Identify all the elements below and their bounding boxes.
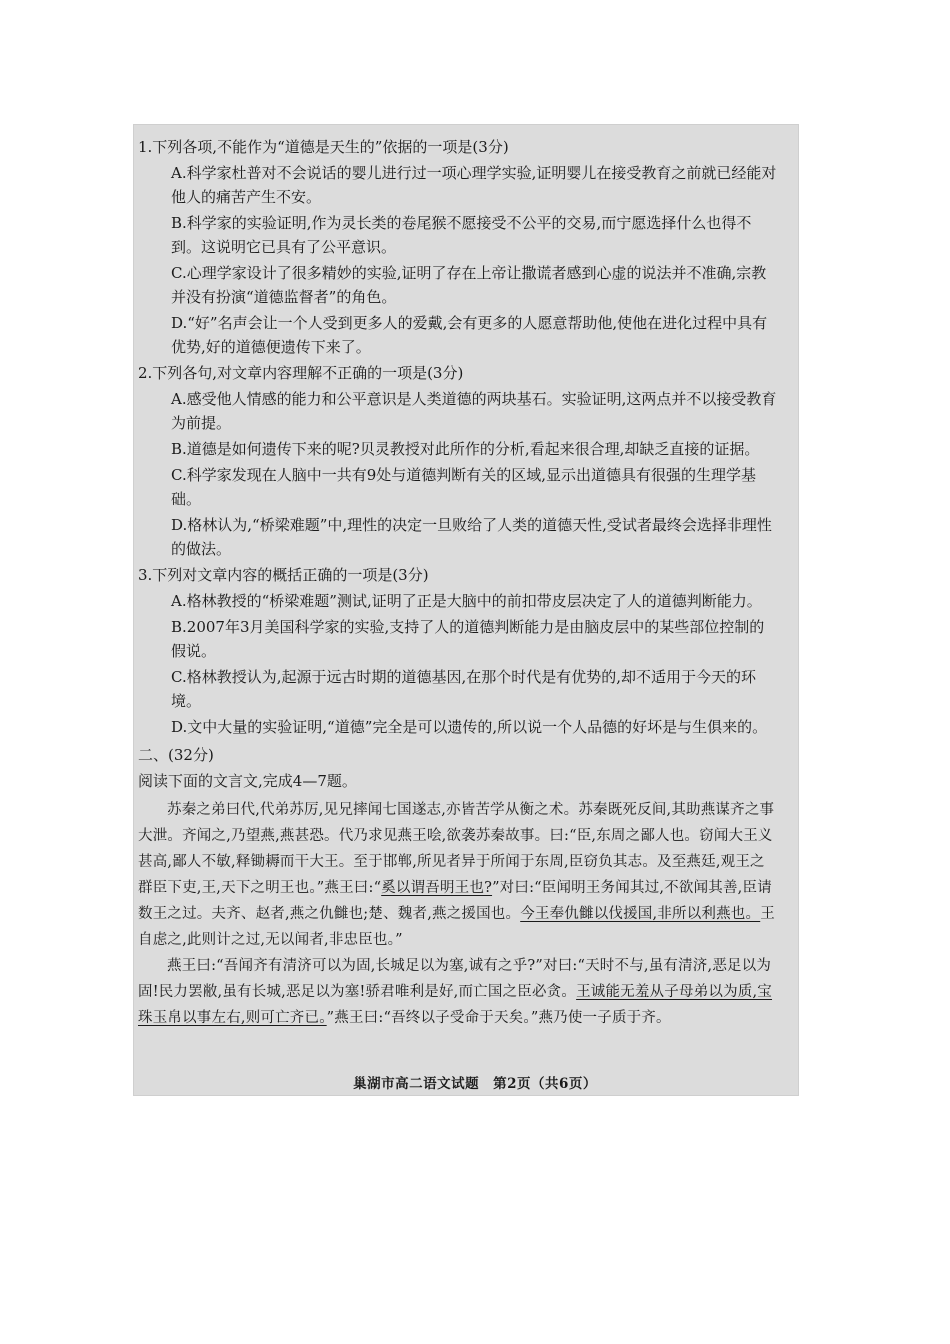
question-2-option-b: B.道德是如何遗传下来的呢?贝灵教授对此所作的分析,看起来很合理,却缺乏直接的证据。 [171, 440, 760, 458]
passage-text: 王自虑之,此则计之过,无以闻者,非忠臣也。” [138, 906, 775, 948]
question-3 [138, 563, 778, 739]
passage-text: 苏秦之弟曰代,代弟苏厉,见兄摔闻七国遂志,亦皆苦学从衡之术。苏秦既死反间,其助燕谋齐之事大泄。齐闻之,乃望燕,燕甚恐。代乃求见燕王哙,欲袭苏秦故事。曰:“臣,东周之鄙人也。窃闻大王义甚高,鄙人不敏,释锄耨而干大王。至于邯郸,所见者异于所闻于东周,臣窃负其志。及至燕廷,观王之群臣下吏,王,天下之明王也。”燕王曰:“ [138, 802, 775, 896]
question-2-option-a: A.感受他人情感的能力和公平意识是人类道德的两块基石。实验证明,这两点并不以接受教育为前提。 [171, 390, 777, 432]
section-instruction: 阅读下面的文言文,完成4—7题。 [138, 772, 357, 790]
question-2-option-c: C.科学家发现在人脑中一共有9处与道德判断有关的区域,显示出道德具有很强的生理学基础。 [171, 466, 757, 508]
question-2 [138, 361, 778, 561]
question-2-option-d: D.格林认为,“桥梁难题”中,理性的决定一旦败给了人类的道德天性,受试者最终会选择非理性的做法。 [171, 516, 772, 558]
passage-text: ”对曰:“臣闻明王务闻其过,不欲闻其善,臣请数王之过。夫齐、赵者,燕之仇雠也;楚、魏者,燕之援国也。 [138, 880, 772, 922]
question-1-option-a: A.科学家杜普对不会说话的婴儿进行过一项心理学实验,证明婴儿在接受教育之前就已经能对他人的痛苦产生不安。 [171, 164, 777, 206]
question-1-option-d: D.“好”名声会让一个人受到更多人的爱戴,会有更多的人愿意帮助他,使他在进化过程中具有优势,好的道德便遗传下来了。 [171, 314, 768, 356]
underlined-sentence-3: 王诚能无羞从子母弟以为质,宝珠玉帛以事左右,则可亡齐已。 [138, 984, 773, 1026]
question-3-option-b: B.2007年3月美国科学家的实验,支持了人的道德判断能力是由脑皮层中的某些部位控制的假说。 [171, 618, 765, 660]
question-1-stem: 1.下列各项,不能作为“道德是天生的”依据的一项是(3分) [138, 138, 509, 156]
question-3-option-c: C.格林教授认为,起源于远古时期的道德基因,在那个时代是有优势的,却不适用于今天的环境。 [171, 668, 757, 710]
passage-text: ”燕王曰:“吾终以子受命于天矣。”燕乃使一子质于齐。 [326, 1010, 671, 1026]
question-1 [138, 135, 778, 359]
question-3-stem: 3.下列对文章内容的概括正确的一项是(3分) [138, 566, 429, 584]
question-3-option-d: D.文中大量的实验证明,“道德”完全是可以遗传的,所以说一个人品德的好坏是与生俱来的。 [171, 718, 768, 736]
section-heading: 二、(32分) [138, 746, 214, 764]
question-2-stem: 2.下列各句,对文章内容理解不正确的一项是(3分) [138, 364, 464, 382]
page-footer: 巢湖市高二语文试题 第2页（共6页） [353, 1076, 597, 1092]
question-3-option-a: A.格林教授的“桥梁难题”测试,证明了正是大脑中的前扣带皮层决定了人的道德判断能力。 [171, 592, 762, 610]
exam-page-content [138, 135, 778, 1031]
underlined-sentence-1: 奚以谓吾明王也? [381, 880, 493, 896]
question-1-option-b: B.科学家的实验证明,作为灵长类的卷尾猴不愿接受不公平的交易,而宁愿选择什么也得不到。这说明它已具有了公平意识。 [171, 214, 752, 256]
question-1-option-c: C.心理学家设计了很多精妙的实验,证明了存在上帝让撒谎者感到心虚的说法并不准确,宗教并没有扮演“道德监督者”的角色。 [171, 264, 767, 306]
passage-paragraph-1 [138, 797, 778, 953]
underlined-sentence-2: 今王奉仇雠以伐援国,非所以利燕也。 [520, 906, 761, 922]
passage-paragraph-2 [138, 953, 778, 1031]
passage-text: 燕王曰:“吾闻齐有清济可以为固,长城足以为塞,诚有之乎?”对曰:“天时不与,虽有清济,恶足以为固!民力罢敝,虽有长城,恶足以为塞!骄君唯利是好,而亡国之臣必贪。 [138, 958, 772, 1000]
